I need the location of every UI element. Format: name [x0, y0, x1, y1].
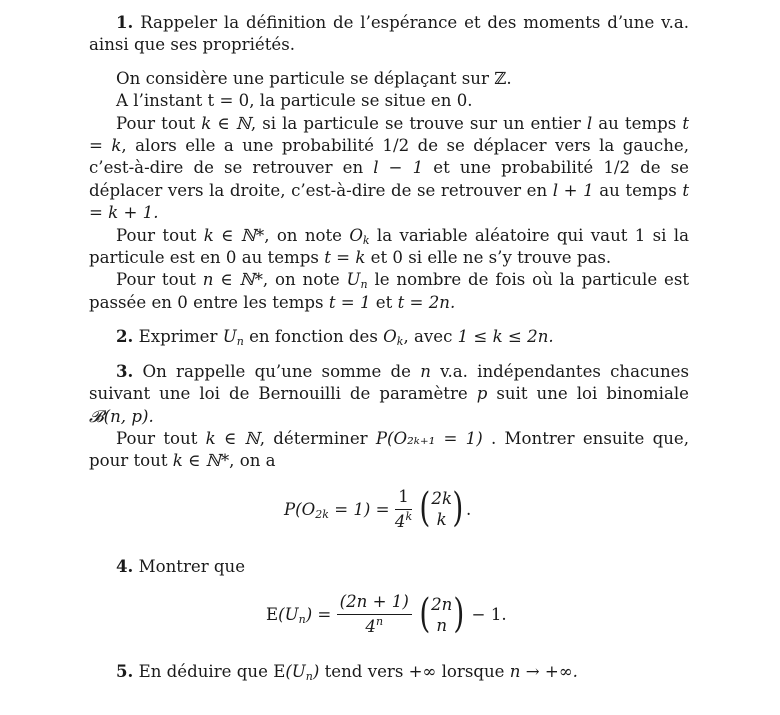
math-U-n: $U_n$: [346, 270, 368, 292]
text: , avec: [403, 327, 458, 347]
binom-top: 2k: [431, 489, 453, 509]
text: au temps: [592, 113, 683, 133]
binom-bottom: k: [436, 510, 447, 530]
question-number: 4.: [116, 555, 134, 576]
intro-line-5: [89, 269, 689, 314]
math: t = k + 1.: [89, 180, 690, 223]
math: l − 1: [373, 158, 424, 178]
question-number: 2.: [116, 326, 134, 347]
fraction: [395, 487, 412, 532]
text: , si la particule se trouve sur un entier: [250, 113, 587, 133]
text: , on note: [262, 270, 347, 290]
text: v.a. indépendantes chacunes suivant une loi de Bernouilli de paramètre: [89, 361, 689, 404]
math-E-Un: $E(U_n)$: [273, 662, 320, 684]
text: Pour tout: [116, 225, 204, 245]
fraction-denominator: 4$^n$: [365, 615, 384, 637]
formula-tail: − 1.: [471, 605, 507, 625]
text: au temps: [593, 180, 683, 200]
exercise-document: [89, 11, 689, 684]
text: Pour tout: [116, 270, 203, 290]
math: 1 ≤ k ≤ 2n.: [457, 327, 554, 347]
right-paren: ): [452, 485, 464, 532]
text: et une probabilité 1/2 de se déplacer vers la droite, c’est-à-dire de se retrouver en: [89, 158, 689, 200]
left-paren: (: [419, 590, 431, 637]
text: Montrer que: [138, 556, 246, 576]
intro-line-1: On considère une particule se déplaçant sur ℤ.: [116, 68, 512, 88]
question-text: Rappeler la définition de l’espérance et des moments d’une v.a. ainsi que ses propriétés.: [89, 13, 690, 55]
fraction: [337, 592, 412, 637]
text: la variable aléatoire qui vaut 1 si la particule est en 0 au temps: [89, 225, 689, 268]
math: t = k: [89, 113, 689, 156]
question-4: [89, 555, 689, 578]
text: en fonction des: [243, 327, 384, 347]
text: tend vers +∞ lorsque: [319, 662, 510, 682]
math: t = 2n.: [397, 292, 456, 312]
text: , alors elle a une probabilité 1/2 de se déplacer vers la gauche, c’est-à-dire de se retrouver en: [89, 136, 689, 178]
math: n: [420, 361, 431, 381]
text: , on a: [229, 451, 276, 471]
question-3: [89, 360, 689, 428]
fraction-denominator: 4$^k$: [394, 509, 413, 531]
text: suit une loi binomiale: [487, 384, 689, 404]
binomial-coefficient: [417, 485, 466, 532]
text: et 0 si elle ne s’y trouve pas.: [365, 248, 612, 268]
question-2: [89, 325, 689, 348]
math: p: [476, 384, 488, 404]
formula-E-Un: [89, 584, 689, 650]
math: l + 1: [552, 180, 594, 200]
question-5: [89, 660, 689, 683]
binom-top: 2n: [431, 594, 453, 614]
math-U-n: $U_n$: [222, 327, 244, 349]
fraction-numerator: 1: [395, 487, 412, 510]
question-number: 1.: [116, 12, 134, 32]
math: k ∈ ℕ*: [203, 225, 265, 245]
math: n → +∞.: [509, 662, 578, 682]
question-number: 5.: [116, 661, 134, 682]
math-O-k: $O_k$: [383, 327, 404, 349]
text: Exprimer: [138, 327, 223, 347]
binom-bottom: n: [436, 615, 448, 635]
formula-lhs: $E(U_n)$ =: [266, 605, 332, 627]
question-number: 3.: [116, 360, 134, 381]
text: , déterminer: [259, 428, 376, 448]
formula-P-O2k: [89, 479, 689, 545]
math: k ∈ ℕ*: [172, 451, 230, 471]
math: t = k: [324, 248, 366, 268]
text: Pour tout: [116, 113, 202, 133]
text: le nombre de fois où la particule est passée en 0 entre les temps: [89, 270, 690, 312]
left-paren: (: [419, 485, 431, 532]
math: k ∈ ℕ: [201, 113, 251, 133]
text: , on note: [264, 225, 350, 245]
fraction-numerator: (2n + 1): [337, 592, 412, 615]
question-1: [89, 11, 689, 57]
period: .: [466, 499, 472, 519]
math: t = 1: [328, 292, 371, 312]
text: On rappelle qu’une somme de: [142, 361, 421, 381]
text: . Montrer ensuite que, pour tout: [89, 428, 690, 471]
math: n ∈ ℕ*: [202, 270, 263, 290]
binomial-coefficient: [417, 590, 466, 637]
intro-line-2: A l’instant t = 0, la particule se situe en 0.: [116, 91, 473, 111]
right-paren: ): [453, 590, 465, 637]
math: k ∈ ℕ: [205, 428, 260, 448]
text: En déduire que: [138, 662, 274, 682]
formula-lhs: $P(O_{2k} = 1)$ =: [284, 499, 390, 521]
intro-line-4: [89, 225, 689, 270]
text: et: [370, 292, 398, 312]
math: P(O₂ₖ₊₁ = 1): [375, 428, 483, 448]
formula-body: [284, 487, 471, 532]
intro-line-3: [89, 113, 689, 225]
math: l: [586, 113, 593, 133]
text: Pour tout: [116, 428, 206, 448]
question-3-part-2: [89, 428, 689, 473]
math: 𝓑(n, p).: [89, 406, 154, 426]
math-O-k: $O_k$: [349, 225, 370, 247]
formula-body: [266, 592, 507, 637]
